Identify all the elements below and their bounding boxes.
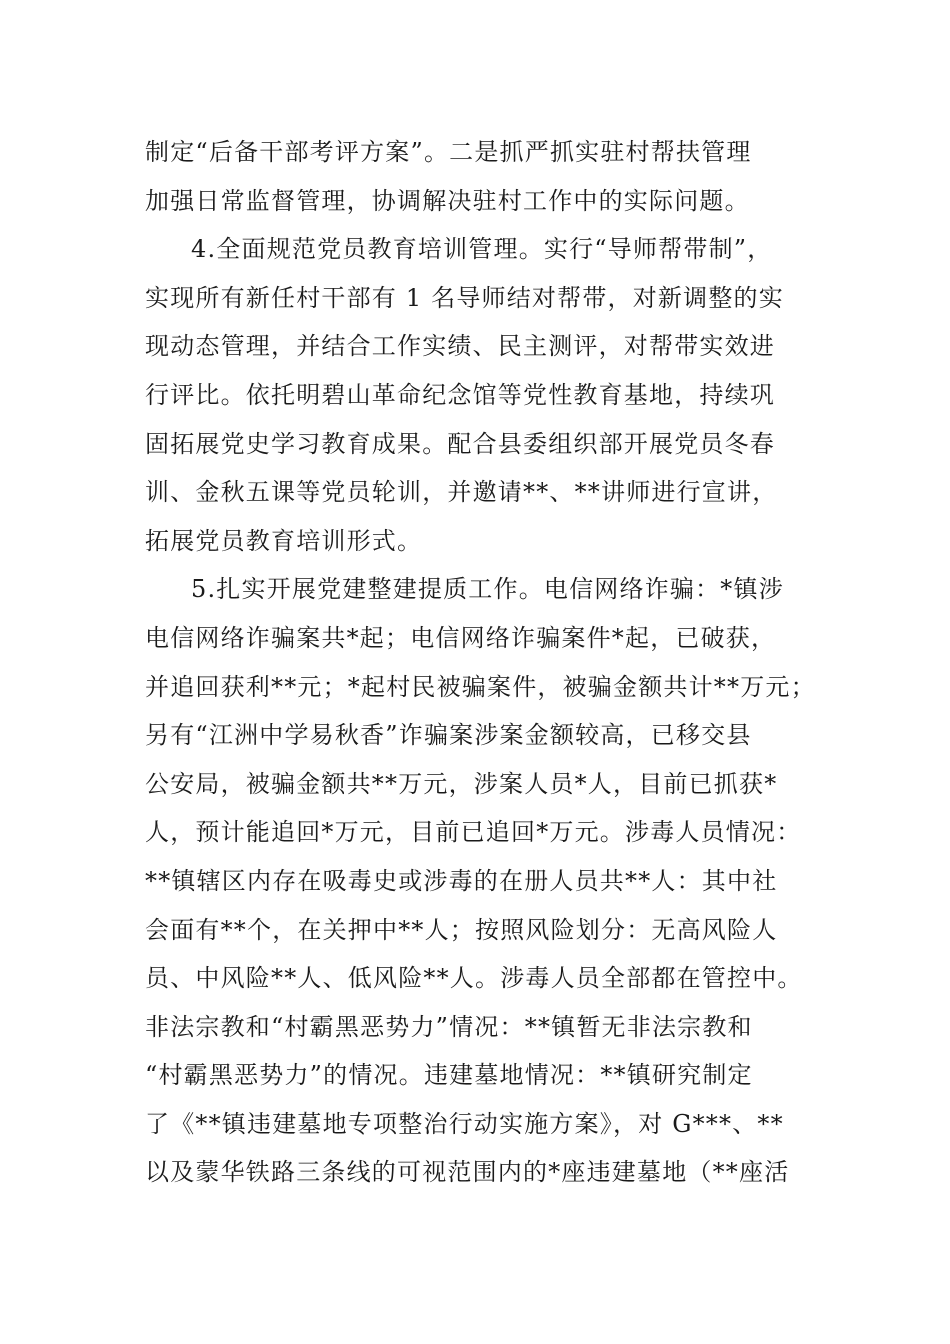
text-line: 员、中风险**人、低风险**人。涉毒人员全部都在管控中。 (145, 964, 803, 993)
text-line: 制定“后备干部考评方案”。二是抓严抓实驻村帮扶管理 (145, 138, 752, 166)
text-line: “村霸黑恶势力”的情况。违建墓地情况：**镇研究制定 (145, 1061, 753, 1090)
text-line: 加强日常监督管理，协调解决驻村工作中的实际问题。 (145, 186, 750, 215)
text-line: 实现所有新任村干部有 1 名导师结对帮带，对新调整的实 (145, 283, 784, 312)
text-line: **镇辖区内存在吸毒史或涉毒的在册人员共**人：其中社 (145, 866, 778, 895)
text-line: 现动态管理，并结合工作实绩、民主测评，对帮带实效进 (145, 332, 775, 361)
text-line: 人，预计能追回*万元，目前已追回*万元。涉毒人员情况： (145, 818, 802, 847)
paragraph-4-start: 4.全面规范党员教育培训管理。实行“导师帮带制”， (191, 235, 773, 264)
text-line: 会面有**个，在关押中**人；按照风险划分：无高风险人 (145, 915, 778, 944)
text-line: 公安局，被骗金额共**万元，涉案人员*人，目前已抓获* (145, 769, 778, 798)
text-line: 另有“江洲中学易秋香”诈骗案涉案金额较高，已移交县 (145, 721, 752, 750)
text-line: 拓展党员教育培训形式。 (145, 526, 423, 555)
paragraph-5-start: 5.扎实开展党建整建提质工作。电信网络诈骗：*镇涉 (191, 575, 784, 604)
text-line: 以及蒙华铁路三条线的可视范围内的*座违建墓地（**座活 (145, 1158, 790, 1187)
text-line: 训、金秋五课等党员轮训，并邀请**、**讲师进行宣讲， (145, 478, 778, 507)
text-line: 电信网络诈骗案共*起；电信网络诈骗案件*起，已破获， (145, 623, 777, 652)
text-line: 行评比。依托明碧山革命纪念馆等党性教育基地，持续巩 (145, 380, 775, 409)
text-line: 并追回获利**元；*起村民被骗案件，被骗金额共计**万元； (145, 672, 816, 701)
text-line: 非法宗教和“村霸黑恶势力”情况：**镇暂无非法宗教和 (145, 1012, 753, 1041)
text-line: 了《**镇违建墓地专项整治行动实施方案》，对 G***、** (145, 1109, 784, 1138)
text-line: 固拓展党史学习教育成果。配合县委组织部开展党员冬春 (145, 429, 775, 458)
document-body (145, 128, 835, 1197)
